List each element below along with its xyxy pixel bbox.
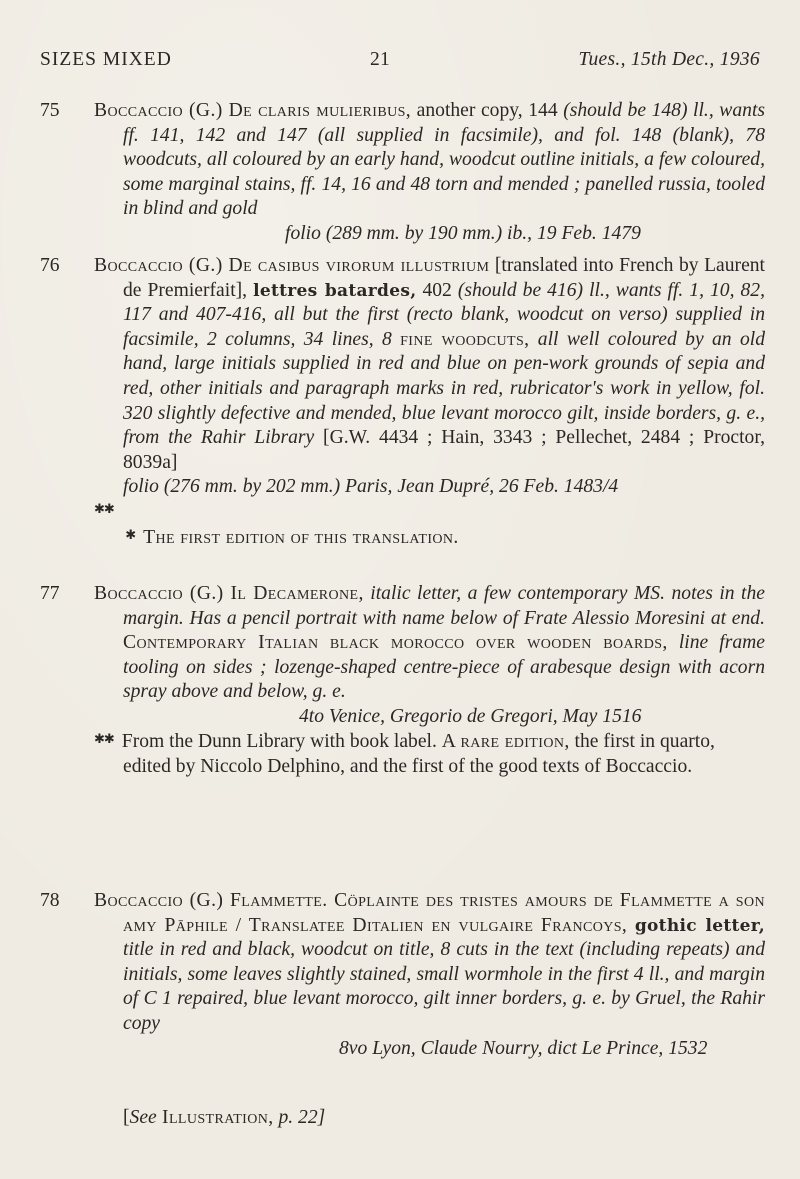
lot-description: Boccaccio (G.) Flammette. Cöplainte des tristes amours de Flammette a son amy Pāphile / Translatee Ditalien en vulgaire Francoys, gothic letter, title in red and black, woodcut on title, 8 cuts in the text (including repeats) and initials, some leaves slightly stained, small wormhole in the first 4 ll., and margin of C 1 repaired, blue levant morocco, gilt inner borders, g. e. by Gruel, the Rahir copy 8vo Lyon, Claude Nourry, dict Le Prince, 1532 bbox=[94, 889, 765, 1061]
lot-heading: Boccaccio (G.) De claris mulieribus, bbox=[94, 100, 412, 121]
lot-77 bbox=[40, 582, 765, 780]
asterism-icon: ✱✱ bbox=[94, 730, 114, 746]
lot-description: Boccaccio (G.) Il Decamerone, italic letter, a few contemporary MS. notes in the margin. Has a pencil portrait with name below of Frate Alessio Moresini at end. Contemporary Italian black morocco over wooden boards, line frame tooling on sides ; lozenge-shaped centre-piece of arabesque design with acorn spray above and below, g. e. 4to Venice, Gregorio de Gregori, May 1516 ✱✱ From the Dunn Library with book label. A rare edition, the first in quarto, edited by Niccolo Delphino, and the first of the good texts of Boccaccio. bbox=[94, 582, 765, 780]
lot-note: ✱✱ ✱ The first edition of this translation. bbox=[94, 500, 459, 548]
lot-number: 76 bbox=[40, 255, 60, 276]
lot-imprint: 4to Venice, Gregorio de Gregori, May 1516 bbox=[299, 705, 642, 727]
asterism-icon: ✱✱ ✱ bbox=[94, 500, 136, 542]
lot-76 bbox=[40, 254, 765, 551]
lot-imprint: folio (289 mm. by 190 mm.) ib., 19 Feb. 1479 bbox=[285, 222, 641, 244]
lot-heading: Boccaccio (G.) De casibus virorum illustrium bbox=[94, 255, 490, 276]
gothic-type-note: gothic letter, bbox=[634, 915, 765, 936]
lot-number: 75 bbox=[40, 100, 60, 121]
illustration-reference: [See Illustration, p. 22] bbox=[123, 1107, 326, 1128]
lot-78 bbox=[40, 889, 765, 1061]
lot-note: ✱✱ From the Dunn Library with book label. A rare edition, the first in quarto, edited by Niccolo Delphino, and the first of the good texts of Boccaccio. bbox=[94, 730, 715, 778]
lot-number: 77 bbox=[40, 583, 60, 604]
lot-imprint: folio (276 mm. by 202 mm.) Paris, Jean Dupré, 26 Feb. 1483/4 bbox=[123, 476, 619, 498]
lot-description: Boccaccio (G.) De casibus virorum illustrium [translated into French by Laurent de Premierfait], lettres batardes, 402 (should be 416) ll., wants ff. 1, 10, 82, 117 and 407-416, all but the first (recto blank, woodcut on verso) supplied in facsimile, 2 columns, 34 lines, 8 fine woodcuts, all well coloured by an old hand, large initials supplied in red and blue on pen-work grounds of sepia and red, other initials and paragraph marks in red, rubricator's work in yellow, fol. 320 slightly defective and mended, blue levant morocco gilt, inside borders, g. e., from the Rahir Library [G.W. 4434 ; Hain, 3343 ; Pellechet, 2484 ; Proctor, 8039a] folio (276 mm. by 202 mm.) Paris, Jean Dupré, 26 Feb. 1483/4 ✱✱ ✱ The first edition of this translation. bbox=[94, 254, 765, 551]
header-sale-date: Tues., 15th Dec., 1936 bbox=[578, 49, 760, 70]
lot-heading: Boccaccio (G.) Il Decamerone, bbox=[94, 583, 364, 604]
header-page-number: 21 bbox=[370, 49, 391, 70]
lot-description: Boccaccio (G.) De claris mulieribus, another copy, 144 (should be 148) ll., wants ff. 141, 142 and 147 (all supplied in facsimile), and fol. 148 (blank), 78 woodcuts, all coloured by an early hand, woodcut outline initials, a few coloured, some marginal stains, ff. 14, 16 and 48 torn and mended ; panelled russia, tooled in blind and gold folio (289 mm. by 190 mm.) ib., 19 Feb. 1479 bbox=[94, 99, 765, 247]
lot-number: 78 bbox=[40, 890, 60, 911]
gothic-type-note: lettres batardes, bbox=[253, 280, 417, 301]
header-section-title: SIZES MIXED bbox=[40, 49, 172, 70]
lot-heading: Boccaccio (G.) Flammette. bbox=[94, 890, 328, 911]
lot-75 bbox=[40, 99, 765, 247]
lot-imprint: 8vo Lyon, Claude Nourry, dict Le Prince, 1532 bbox=[339, 1037, 708, 1059]
page-header bbox=[40, 49, 760, 75]
